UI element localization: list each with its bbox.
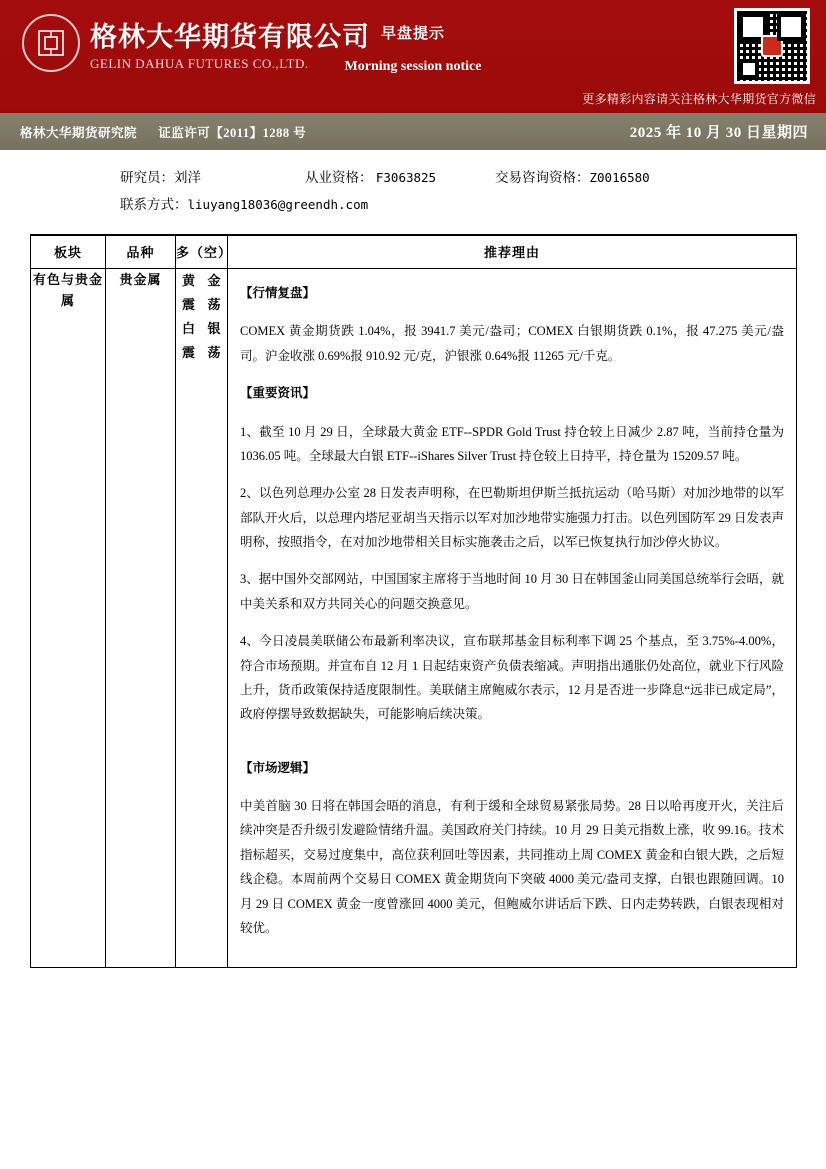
column-header-sector: 板块	[31, 235, 106, 269]
researcher-name: 刘洋	[174, 170, 201, 185]
contact-field	[120, 191, 368, 218]
company-name-en: GELIN DAHUA FUTURES CO.,LTD.	[90, 55, 309, 71]
reason-section-heading: 【行情复盘】	[240, 286, 316, 300]
recommendation-table	[30, 234, 797, 968]
qr-code-icon	[734, 8, 810, 84]
company-seal-icon	[22, 14, 80, 72]
qualification-value: F3063825	[375, 170, 437, 185]
column-header-reason: 推荐理由	[228, 235, 797, 269]
reason-paragraph: 4、今日凌晨美联储公布最新利率决议，宣布联邦基金目标利率下调 25 个基点，至 3.75%-4.00%，符合市场预期。并宣布自 12 月 1 日起结束资产负债表缩减。声明指出通胀仍处高位，就业下行风险上升，货币政策保持适度限制性。美联储主席鲍威尔表示，12 月是否进一步降息“远非已成定局”，政府停摆导致数据缺失，可能影响后续决策。	[240, 634, 784, 722]
wechat-note: 更多精彩内容请关注格林大华期货官方微信	[582, 92, 816, 106]
variety-label: 贵金属	[119, 272, 162, 287]
report-date: 2025 年 10 月 30 日星期四	[629, 125, 808, 141]
document-title-cn: 早盘提示	[380, 26, 445, 42]
reason-paragraph: COMEX 黄金期货跌 1.04%，报 3941.7 美元/盎司；COMEX 白银期货跌 0.1%，报 47.275 美元/盎司。沪金收涨 0.69%报 910.92 元/克，沪银涨 0.64%报 11265 元/千克。	[240, 324, 784, 363]
qualification-field	[305, 164, 495, 191]
stance-line-silver: 白 银 震 荡	[182, 321, 221, 361]
cell-reason	[228, 269, 797, 968]
reason-content	[240, 281, 784, 940]
institute-name: 格林大华期货研究院	[20, 125, 138, 140]
reason-paragraph: 中美首脑 30 日将在韩国会晤的消息，有利于缓和全球贸易紧张局势。28 日以哈再度开火，关注后续冲突是否升级引发避险情绪升温。美国政府关门持续。10 月 29 日美元指数上涨，收 99.16。技术指标超买，交易过度集中，高位获利回吐等因素，共同推动上周 COMEX 黄金和白银大跌，之后短线企稳。本周前两个交易日 COMEX 黄金期货向下突破 4000 美元/盎司支撑，白银也跟随回调。10 月 29 日 COMEX 黄金一度曾涨回 4000 美元，但鲍威尔讲话后下跌、日内走势转跌，白银表现相对较优。	[240, 799, 784, 935]
table-row	[31, 269, 797, 968]
reason-paragraph: 1、截至 10 月 29 日，全球最大黄金 ETF--SPDR Gold Trust 持仓较上日减少 2.87 吨，当前持仓量为 1036.05 吨。全球最大白银 ETF--iShares Silver Trust 持仓较上日持平，持仓量为 15209.57 吨。	[240, 424, 784, 463]
reason-paragraph: 2、以色列总理办公室 28 日发表声明称，在巴勒斯坦伊斯兰抵抗运动（哈马斯）对加沙地带的以军部队开火后，以总理内塔尼亚胡当天指示以军对加沙地带实施强力打击。以色列国防军 29 日发表声明称，按照指令，在对加沙地带相关目标实施袭击之后，以军已恢复执行加沙停火协议。	[240, 486, 784, 549]
researcher-info-row-2	[28, 191, 798, 218]
sector-label: 有色与贵金属	[32, 272, 103, 308]
license-number: 证监许可【2011】1288 号	[158, 125, 307, 140]
table-header-row	[31, 235, 797, 269]
consulting-label: 交易咨询资格：	[495, 170, 590, 185]
qualification-label: 从业资格：	[305, 170, 373, 185]
cell-stance	[176, 269, 228, 968]
column-header-stance: 多（空）	[176, 235, 228, 269]
reason-paragraph: 3、据中国外交部网站，中国国家主席将于当地时间 10 月 30 日在韩国釜山同美国总统举行会晤，就中美关系和双方共同关心的问题交换意见。	[240, 572, 784, 611]
column-header-variety: 品种	[106, 235, 176, 269]
contact-label: 联系方式：	[120, 197, 188, 212]
stance-line-gold: 黄 金 震 荡	[182, 273, 221, 313]
cell-variety	[106, 269, 176, 968]
reason-section-heading: 【重要资讯】	[240, 386, 316, 401]
document-title-en: Morning session notice	[344, 59, 482, 74]
company-logo	[22, 14, 370, 72]
institute-bar	[0, 113, 826, 150]
consulting-value: Z0016580	[589, 170, 650, 185]
company-name-cn: 格林大华期货有限公司	[90, 21, 370, 52]
researcher-info	[28, 150, 798, 228]
institute-license	[20, 123, 306, 141]
contact-value: liuyang18036@greendh.com	[187, 197, 369, 212]
reason-spacer	[240, 740, 784, 756]
consulting-field	[495, 164, 650, 191]
cell-sector	[31, 269, 106, 968]
researcher-label: 研究员：	[120, 170, 174, 185]
researcher-info-row-1	[28, 164, 798, 191]
researcher-field	[120, 164, 305, 191]
reason-section-heading: 【市场逻辑】	[240, 760, 316, 775]
page-header-banner	[0, 0, 826, 113]
